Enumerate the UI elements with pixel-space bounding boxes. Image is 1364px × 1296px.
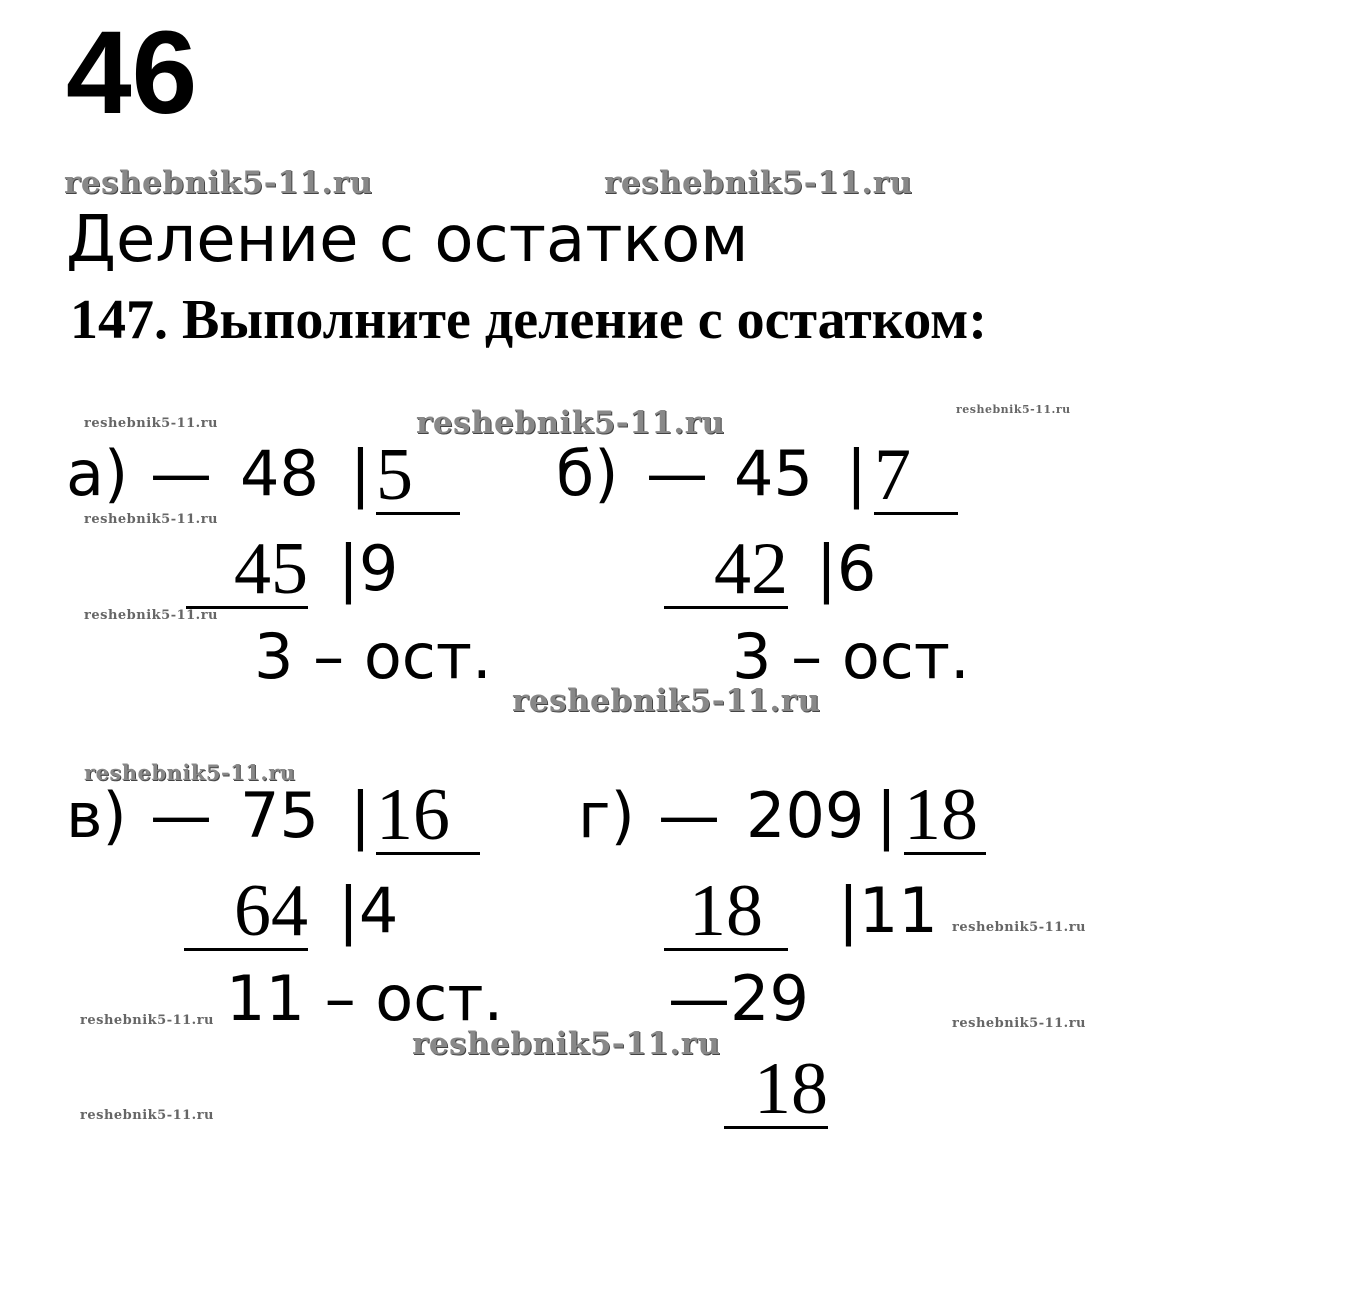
dividend: 209 (746, 779, 865, 852)
dividend: 45 (734, 437, 813, 510)
page-number: 46 (66, 7, 198, 139)
watermark: reshebnik5-11.ru (956, 403, 1071, 416)
division-bar: | (846, 437, 867, 510)
watermark: reshebnik5-11.ru (512, 683, 821, 719)
subtrahend: 18 (664, 874, 788, 951)
problem-label: г) (578, 779, 635, 852)
subtrahend: 45 (186, 532, 308, 609)
division-bar: | (350, 437, 371, 510)
watermark: reshebnik5-11.ru (84, 760, 296, 785)
divisor: 18 (904, 778, 986, 855)
task-title: 147. Выполните деление с остатком: (70, 289, 987, 351)
second-step-subtrahend: 18 (724, 1052, 828, 1129)
subtrahend: 64 (184, 874, 308, 951)
division-bar: | (876, 779, 897, 852)
minus-sign: — (646, 437, 708, 510)
divisor: 7 (874, 438, 958, 515)
division-bar: | (350, 779, 371, 852)
problem-label: а) (66, 437, 129, 510)
problem-label: б) (556, 437, 619, 510)
watermark: reshebnik5-11.ru (80, 1013, 215, 1028)
watermark: reshebnik5-11.ru (416, 405, 725, 441)
divisor: 16 (376, 778, 480, 855)
watermark: reshebnik5-11.ru (84, 416, 219, 431)
watermark: reshebnik5-11.ru (84, 608, 219, 623)
quotient: |9 (338, 532, 399, 605)
remainder: 3 – ост. (732, 620, 970, 693)
second-step-dividend: —29 (668, 962, 809, 1035)
dividend: 48 (240, 437, 319, 510)
minus-sign: — (658, 779, 720, 852)
problem-label: в) (66, 779, 127, 852)
quotient: |6 (816, 532, 877, 605)
watermark: reshebnik5-11.ru (952, 920, 1087, 935)
watermark: reshebnik5-11.ru (84, 512, 219, 527)
watermark: reshebnik5-11.ru (64, 165, 373, 201)
topic-title: Деление с остатком (66, 203, 749, 277)
quotient: |11 (838, 874, 938, 947)
subtrahend: 42 (664, 532, 788, 609)
remainder: 11 – ост. (226, 962, 504, 1035)
watermark: reshebnik5-11.ru (604, 165, 913, 201)
dividend: 75 (240, 779, 319, 852)
divisor: 5 (376, 438, 460, 515)
watermark: reshebnik5-11.ru (952, 1016, 1087, 1031)
minus-sign: — (150, 437, 212, 510)
watermark: reshebnik5-11.ru (80, 1108, 215, 1123)
remainder: 3 – ост. (254, 620, 492, 693)
minus-sign: — (150, 779, 212, 852)
quotient: |4 (338, 874, 399, 947)
watermark: reshebnik5-11.ru (412, 1026, 721, 1062)
